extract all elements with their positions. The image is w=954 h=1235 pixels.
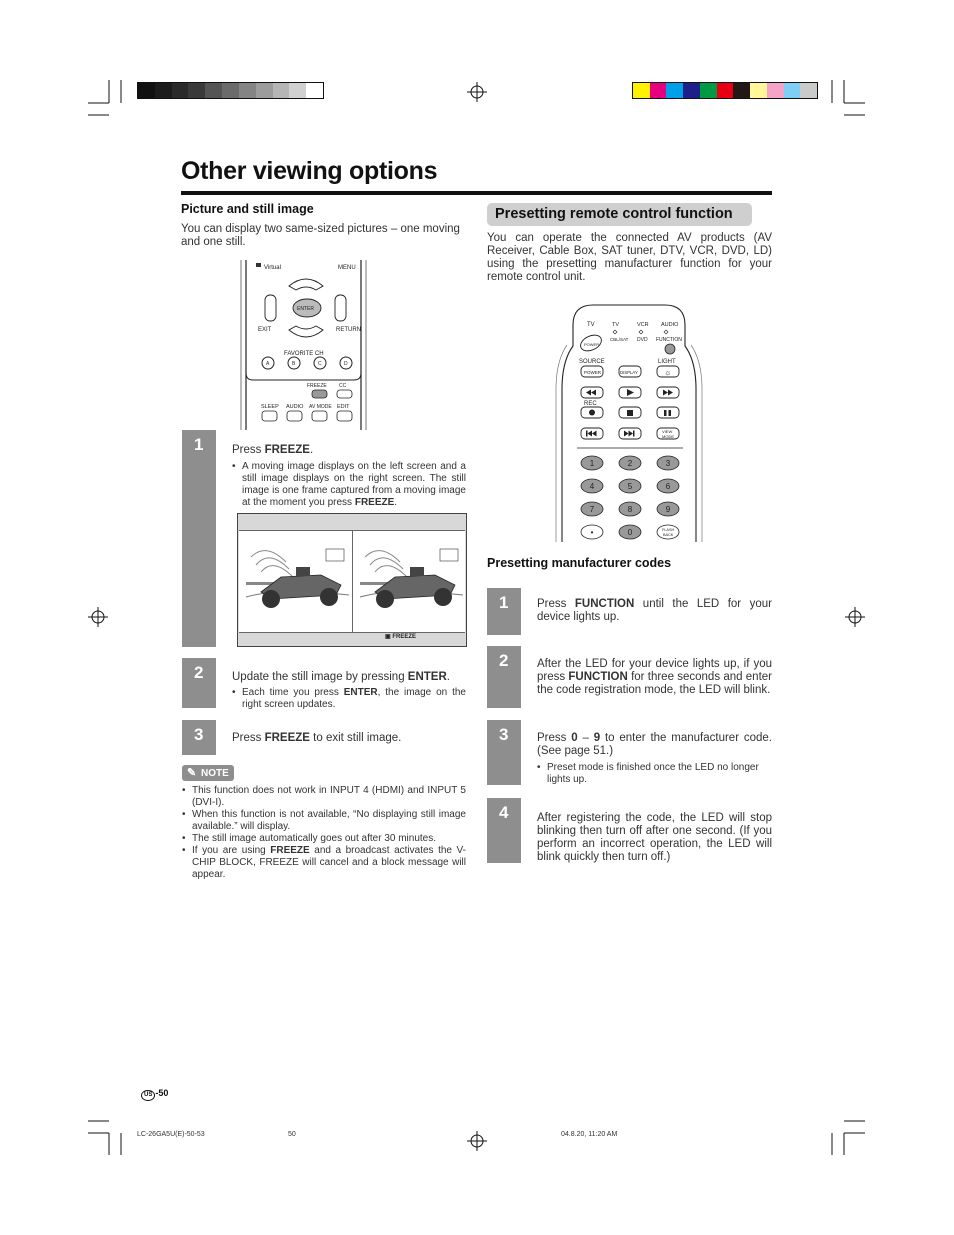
tv-label: TV — [587, 322, 595, 328]
step2-text: Update the still image by pressing ENTER. — [232, 671, 450, 683]
section-heading-preset: Presetting remote control function — [487, 203, 752, 226]
power-btn-label: POWER — [584, 342, 600, 347]
section-heading-picture: Picture and still image — [181, 202, 314, 216]
step1-bullets — [232, 461, 466, 509]
registration-target — [845, 607, 865, 627]
step2-bullets — [232, 687, 466, 711]
code-step1-text: Press FUNCTION until the LED for your device lights up. — [537, 598, 772, 623]
code-step3-bullet: • Preset mode is finished once the LED no longer lights up. — [537, 762, 772, 786]
digit-label: 9 — [665, 505, 671, 514]
remote-illustration-function — [553, 301, 705, 542]
return-label: RETURN — [336, 327, 361, 333]
page-number: US -50 — [141, 1088, 168, 1101]
footer-model: LC-26GA5U(E)-50-53 — [137, 1131, 205, 1138]
audio-label: AUDIO — [286, 404, 304, 410]
right-arrow-button[interactable] — [335, 295, 346, 321]
pause-button[interactable] — [657, 407, 679, 418]
vcr-label: VCR — [637, 322, 649, 328]
footer-sheet: 50 — [288, 1131, 296, 1138]
favorite-label: FAVORITE CH — [284, 351, 324, 357]
footer-date: 04.8.20, 11:20 AM — [561, 1131, 618, 1138]
freeze-button[interactable] — [312, 390, 327, 398]
c-label: C — [318, 361, 322, 367]
digit-label: 0 — [627, 528, 633, 537]
title-rule — [181, 191, 772, 195]
enter-label: ENTER — [297, 306, 314, 312]
b-label: B — [292, 361, 296, 367]
pencil-icon: ✎ — [187, 767, 197, 779]
step-badge-3: 3 — [182, 720, 216, 755]
note-item: • The still image automatically goes out after 30 minutes. — [182, 833, 466, 845]
cblsat-label: CBL/SAT — [610, 337, 629, 342]
digit-label: 3 — [665, 459, 671, 468]
light-bulb-icon: ☼ — [664, 368, 672, 377]
us-badge: US — [141, 1090, 155, 1101]
power-label: POWER — [584, 370, 602, 375]
virtual-label: Virtual — [264, 265, 281, 271]
note-item: • When this function is not available, “No displaying still image available.” will display. — [182, 809, 466, 833]
exit-label: EXIT — [258, 327, 272, 333]
dvd-label: DVD — [637, 337, 648, 343]
up-arrow-button[interactable] — [289, 279, 323, 290]
cc-label: CC — [339, 383, 347, 389]
digit-label: 1 — [589, 459, 595, 468]
registration-target — [88, 607, 108, 627]
moving-image — [241, 537, 349, 627]
display-label: DISPLAY — [620, 370, 638, 375]
avmode-button[interactable] — [312, 411, 327, 421]
digit-label: • — [590, 528, 594, 537]
step-badge-2: 2 — [182, 658, 216, 708]
code-step2-text: After the LED for your device lights up, if you press FUNCTION for three seconds and enter the code registration mode, the LED will blink. — [537, 658, 772, 696]
note-item: • If you are using FREEZE and a broadcast activates the V-CHIP BLOCK, FREEZE will cancel and a block message will appear. — [182, 845, 466, 881]
code-step3-bullets — [537, 762, 772, 786]
cc-button[interactable] — [337, 390, 352, 398]
registration-target — [467, 82, 487, 102]
down-arrow-button[interactable] — [289, 326, 323, 337]
note-item: • This function does not work in INPUT 4 (HDMI) and INPUT 5 (DVI-I). — [182, 785, 466, 809]
audio-button[interactable] — [287, 411, 302, 421]
d-label: D — [344, 361, 348, 367]
function-button[interactable] — [665, 344, 675, 354]
section-heading-codes: Presetting manufacturer codes — [487, 556, 672, 570]
freeze-label: FREEZE — [307, 383, 327, 389]
menu-label: MENU — [338, 265, 356, 271]
digit-label: 5 — [627, 482, 633, 491]
step-badge-1: 1 — [182, 430, 216, 647]
code-step-badge-3: 3 — [487, 720, 521, 785]
digit-label: 6 — [665, 482, 671, 491]
still-image — [355, 537, 463, 627]
edit-button[interactable] — [337, 411, 352, 421]
code-step3-text: Press 0 – 9 to enter the manufacturer code. (See page 51.) — [537, 732, 772, 757]
stop-icon — [627, 410, 633, 416]
mode-label: MODE — [662, 434, 674, 439]
digit-label: 7 — [589, 505, 595, 514]
code-step-badge-4: 4 — [487, 798, 521, 863]
left-arrow-button[interactable] — [265, 295, 276, 321]
registration-target — [467, 1131, 487, 1151]
digit-label: 2 — [627, 459, 633, 468]
back-label: BACK — [663, 533, 674, 537]
step1-text: Press FREEZE. — [232, 444, 314, 456]
tv-screen-illustration — [237, 513, 467, 647]
view-label: VIEW — [662, 429, 673, 434]
step3-text: Press FREEZE to exit still image. — [232, 732, 402, 744]
function-label: FUNCTION — [656, 337, 682, 343]
step2-bullet: • Each time you press ENTER, the image on the right screen updates. — [232, 687, 466, 711]
screen-divider — [352, 531, 353, 632]
code-step4-text: After registering the code, the LED will stop blinking then turn off after one second. (If you perform an incorrect operation, the LED will blink quickly then turn off.) — [537, 812, 772, 863]
source-label: SOURCE — [579, 359, 605, 365]
split-screen-area — [239, 530, 465, 633]
digit-label: 8 — [627, 505, 633, 514]
flash-label: FLASH — [662, 528, 675, 532]
remote-illustration-freeze — [236, 258, 371, 430]
step1-bullet: • A moving image displays on the left screen and a still image displays on the right screen. The still image is one frame captured from a moving image at the moment you press FREEZE. — [232, 461, 466, 509]
rec-icon — [589, 410, 595, 416]
digit-label: 4 — [589, 482, 595, 491]
rec-label: REC — [584, 401, 597, 407]
note-badge: ✎ NOTE — [182, 765, 234, 781]
avmode-label: AV MODE — [309, 404, 332, 410]
code-step-badge-1: 1 — [487, 588, 521, 635]
code-step-badge-2: 2 — [487, 646, 521, 708]
note-list — [182, 785, 466, 881]
freeze-caption: ▣ FREEZE — [385, 634, 417, 640]
sleep-label: SLEEP — [261, 404, 279, 410]
light-label: LIGHT — [658, 359, 676, 365]
tv-small-label: TV — [612, 322, 620, 328]
page-title: Other viewing options — [181, 157, 438, 185]
picture-intro: You can display two same-sized pictures – one moving and one still. — [181, 223, 460, 248]
preset-intro: You can operate the connected AV products (AV Receiver, Cable Box, SAT tuner, DTV, VCR, DVD, LD) using the presetting manufacturer function for your remote control unit. — [487, 232, 772, 283]
audio-label: AUDIO — [661, 322, 679, 328]
sleep-button[interactable] — [262, 411, 277, 421]
a-label: A — [266, 361, 270, 367]
edit-label: EDIT — [337, 404, 350, 410]
